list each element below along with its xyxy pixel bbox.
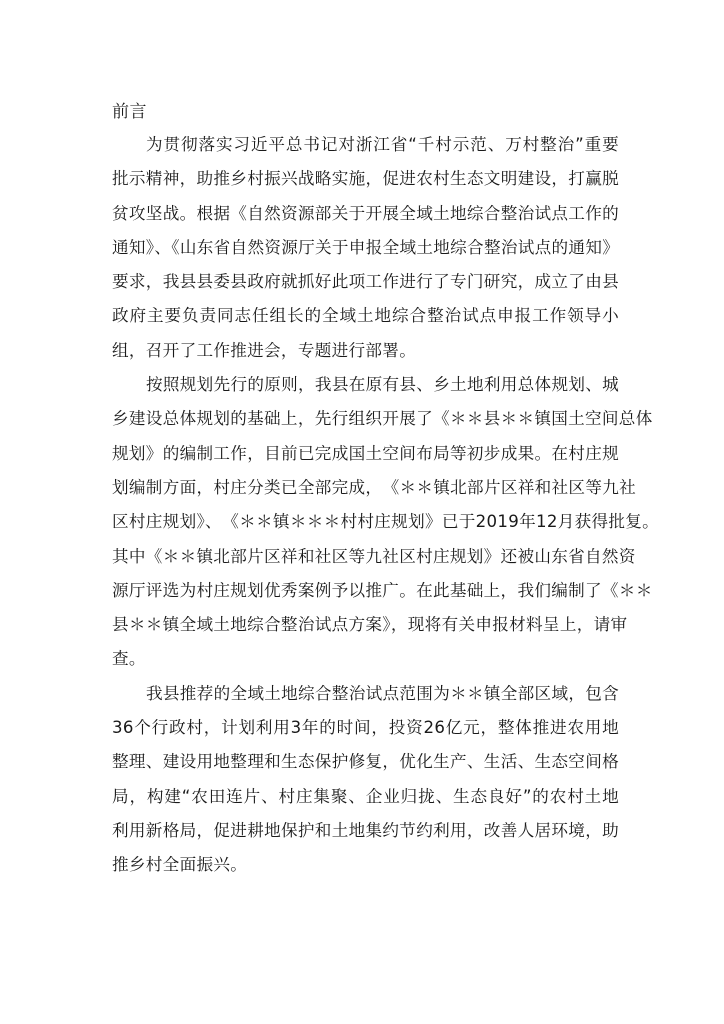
- paragraph-line: 要求，我县县委县政府就抓好此项工作进行了专门研究，成立了由县: [112, 272, 619, 292]
- paragraph-1: [112, 128, 619, 368]
- paragraph-line: 整理、建设用地整理和生态保护修复，优化生产、生活、生态空间格: [112, 752, 619, 772]
- paragraph-line: 查。: [112, 649, 146, 669]
- paragraph-line: 组，召开了工作推进会，专题进行部署。: [112, 340, 417, 360]
- paragraph-line: 为贯彻落实习近平总书记对浙江省“千村示范、万村整治”重要: [146, 135, 619, 154]
- paragraph-line: 区村庄规划》、 《＊＊镇＊＊＊村村庄规划》已于2019年12月获得批复。: [112, 512, 660, 532]
- paragraph-line: 批示精神，助推乡村振兴战略实施，促进农村生态文明建设，打赢脱: [112, 169, 619, 189]
- paragraph-line: 源厅评选为村庄规划优秀案例予以推广。在此基础上，我们编制了《＊＊: [112, 580, 653, 600]
- paragraph-line: 其中《＊＊镇北部片区祥和社区等九社区村庄规划》还被山东省自然资: [112, 546, 636, 566]
- paragraph-line: 利用新格局，促进耕地保护和土地集约节约利用，改善人居环境，助: [112, 820, 619, 840]
- document-body: [112, 128, 660, 883]
- paragraph-line: 贫攻坚战。根据《自然资源部关于开展全域土地综合整治试点工作的: [112, 203, 619, 223]
- paragraph-line: 36个行政村，计划利用3年的时间，投资26亿元，整体推进农用地: [112, 718, 619, 738]
- paragraph-line: 规划》的编制工作，目前已完成国土空间布局等初步成果。在村庄规: [112, 443, 619, 463]
- paragraph-line: 局，构建“农田连片、村庄集聚、企业归拢、生态良好”的农村土地: [112, 786, 619, 806]
- page-title: 前言: [112, 102, 147, 122]
- paragraph-line: 政府主要负责同志任组长的全域土地综合整治试点申报工作领导小: [112, 306, 619, 326]
- paragraph-line: 我县推荐的全域土地综合整治试点范围为＊＊镇全部区域，包含: [146, 683, 620, 703]
- paragraph-line: 乡建设总体规划的基础上，先行组织开展了《＊＊县＊＊镇国土空间总体: [112, 409, 653, 429]
- paragraph-line: 划编制方面，村庄分类已全部完成， 《＊＊镇北部片区祥和社区等九社: [112, 477, 636, 497]
- paragraph-line: 按照规划先行的原则，我县在原有县、乡土地利用总体规划、城: [146, 375, 620, 395]
- paragraph-line: 推乡村全面振兴。: [112, 855, 248, 875]
- paragraph-3: [112, 677, 619, 883]
- paragraph-line: 通知》、《山东省自然资源厅关于申报全域土地综合整治试点的通知》: [112, 237, 620, 257]
- paragraph-2: [112, 368, 660, 677]
- paragraph-line: 县＊＊镇全域土地综合整治试点方案》，现将有关申报材料呈上，请审: [112, 615, 628, 635]
